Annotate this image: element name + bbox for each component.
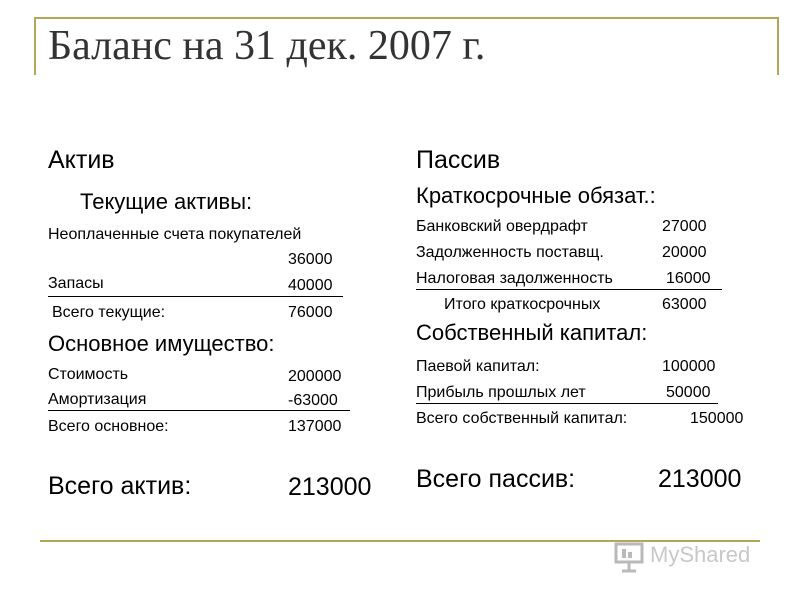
- tax-underline: [416, 289, 722, 290]
- total-liabilities-value: 213000: [658, 465, 742, 493]
- inventory-underline: [48, 296, 343, 297]
- presentation-board-icon: [612, 540, 646, 574]
- current-assets-heading: Текущие активы:: [80, 189, 253, 214]
- total-current-value: 76000: [288, 304, 333, 321]
- share-capital-label: Паевой капитал:: [416, 358, 540, 375]
- total-assets-value: 213000: [288, 473, 372, 501]
- logo-text: MyShared: [650, 542, 751, 567]
- short-term-heading: Краткосрочные обязат.:: [416, 183, 656, 208]
- total-current-label: Всего текущие:: [52, 304, 166, 321]
- depreciation-value: -63000: [288, 392, 338, 409]
- title-frame-top: [34, 17, 779, 19]
- total-short-term-label: Итого краткосрочных: [444, 296, 601, 313]
- retained-underline: [416, 403, 718, 404]
- retained-earnings-value: 50000: [666, 384, 711, 401]
- total-fixed-label: Всего основное:: [48, 418, 169, 435]
- title-frame-right: [777, 17, 779, 75]
- liabilities-heading: Пассив: [416, 146, 501, 174]
- assets-heading: Актив: [48, 146, 115, 174]
- depreciation-underline: [48, 410, 350, 411]
- myshared-logo: [612, 536, 762, 576]
- fixed-assets-heading: Основное имущество:: [48, 331, 275, 356]
- share-capital-value: 100000: [662, 358, 716, 375]
- total-short-term-value: 63000: [662, 296, 707, 313]
- tax-value: 16000: [666, 270, 711, 287]
- total-fixed-value: 137000: [288, 418, 342, 435]
- depreciation-label: Амортизация: [48, 391, 147, 408]
- receivables-value: 36000: [288, 251, 333, 268]
- cost-value: 200000: [288, 368, 342, 385]
- total-assets-label: Всего актив:: [48, 472, 192, 500]
- total-equity-value: 150000: [690, 410, 744, 427]
- inventory-label: Запасы: [48, 275, 104, 292]
- suppliers-label: Задолженность поставщ.: [416, 244, 604, 261]
- inventory-value: 40000: [288, 277, 333, 294]
- cost-label: Стоимость: [48, 366, 129, 383]
- total-liabilities-label: Всего пассив:: [416, 465, 576, 493]
- total-equity-label: Всего собственный капитал:: [416, 410, 628, 427]
- overdraft-label: Банковский овердрафт: [416, 218, 588, 235]
- retained-earnings-label: Прибыль прошлых лет: [416, 384, 586, 401]
- title-frame-left: [34, 17, 36, 75]
- equity-heading: Собственный капитал:: [416, 320, 648, 345]
- tax-label: Налоговая задолженность: [416, 270, 613, 287]
- receivables-label: Неоплаченные счета покупателей: [48, 226, 302, 243]
- page-title: Баланс на 31 дек. 2007 г.: [48, 23, 486, 69]
- suppliers-value: 20000: [662, 244, 707, 261]
- overdraft-value: 27000: [662, 218, 707, 235]
